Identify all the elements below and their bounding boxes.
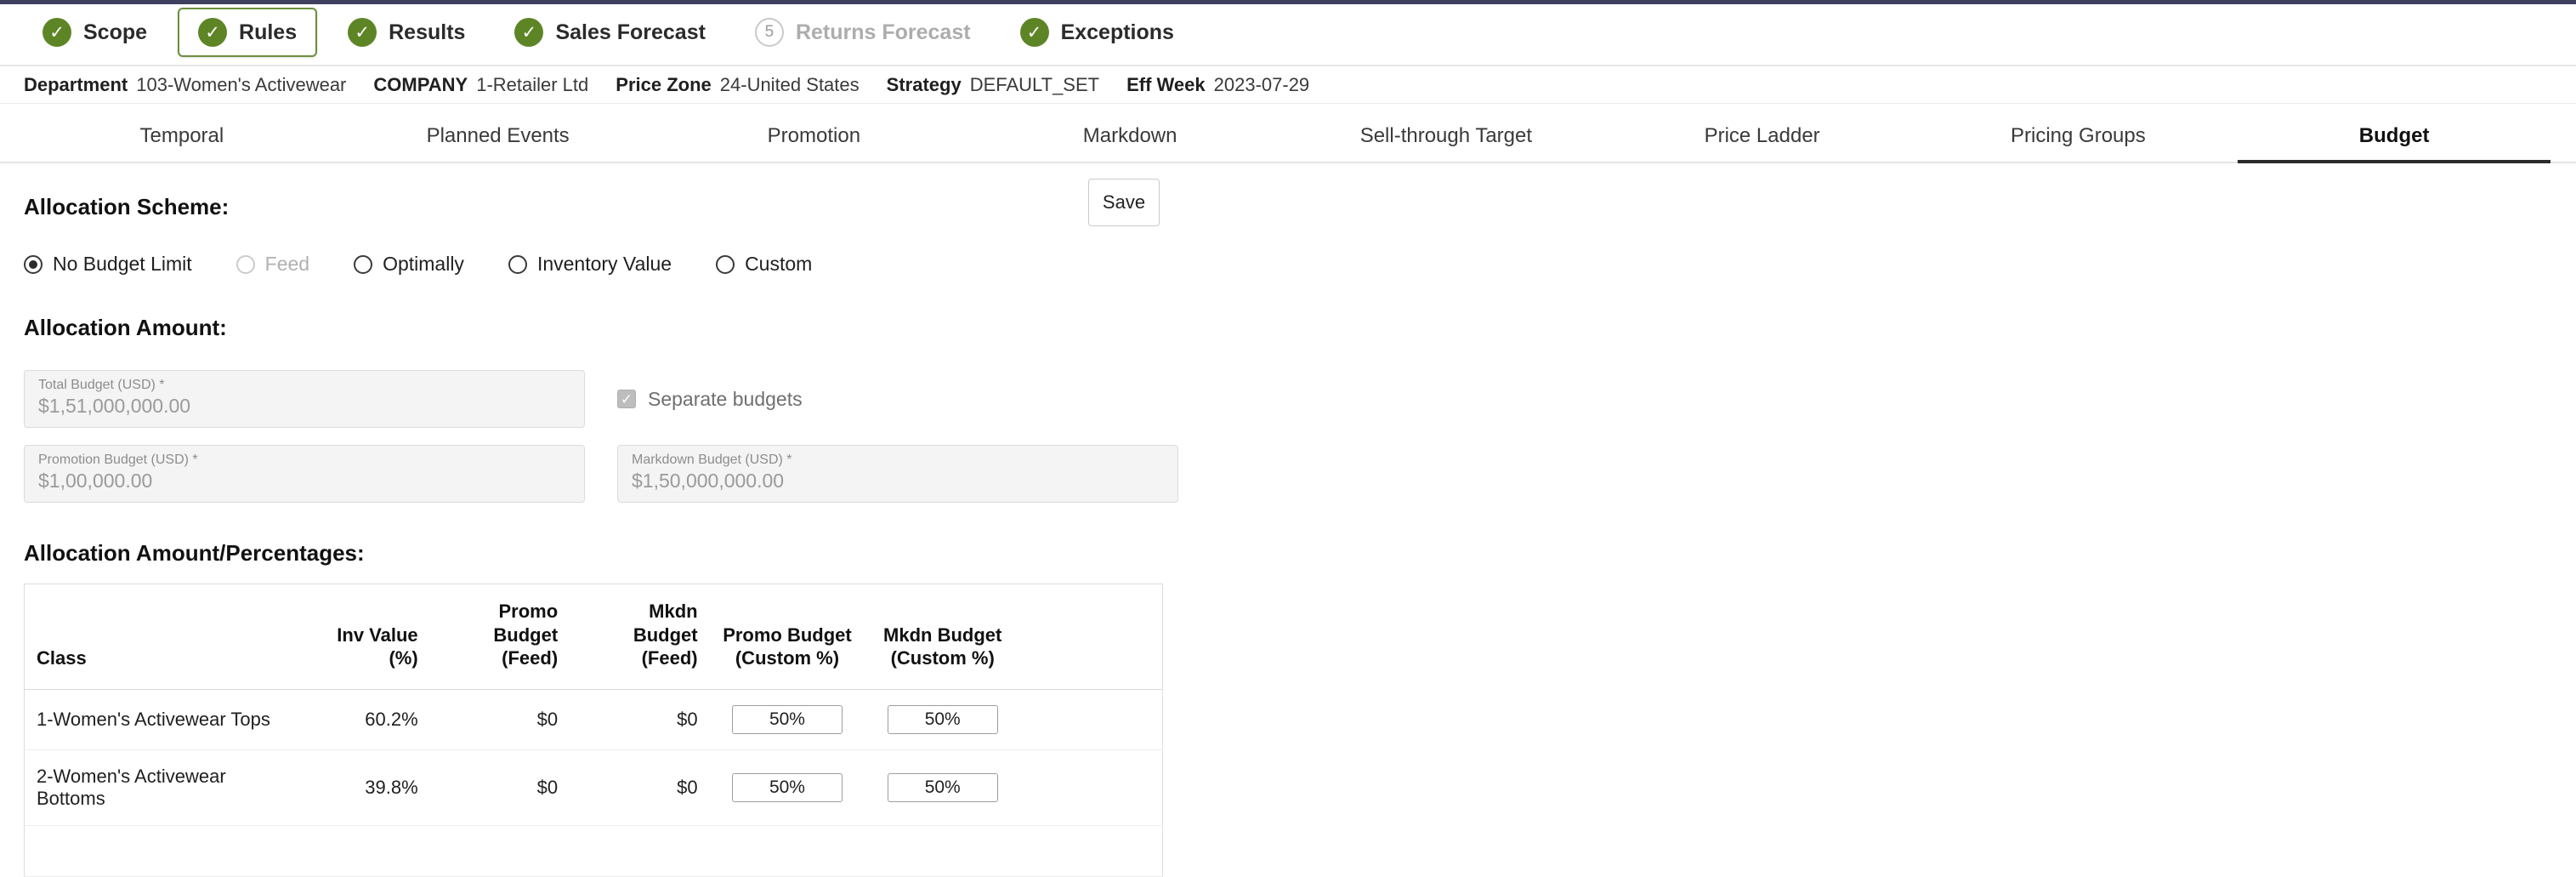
tab-label: Sell-through Target [1359, 124, 1533, 147]
tab-label: Temporal [139, 124, 224, 147]
radio-label: No Budget Limit [53, 253, 192, 275]
context-value-price-zone: 24-United States [719, 73, 860, 95]
mkdn-budget-custom-input[interactable] [888, 705, 998, 734]
column-header-class[interactable]: Class [25, 584, 307, 690]
markdown-budget-input[interactable] [617, 445, 1178, 503]
cell-mkdn-budget-feed: $0 [570, 689, 709, 749]
allocation-amount-title: Allocation Amount: [24, 315, 227, 340]
tab-temporal[interactable] [24, 124, 340, 162]
column-header-promo-budget-feed[interactable]: Promo Budget (Feed) [430, 584, 570, 690]
promotion-budget-input[interactable] [24, 445, 585, 503]
step-returns-forecast [736, 9, 990, 55]
tab-price-ladder[interactable] [1604, 124, 1921, 162]
radio-option-inventory-value[interactable] [508, 253, 672, 276]
budget-panel [0, 163, 2576, 877]
allocation-table-title: Allocation Amount/Percentages: [24, 540, 365, 566]
promo-budget-custom-input[interactable] [732, 705, 843, 734]
promotion-budget-value: $1,00,000.00 [38, 470, 153, 492]
radio-option-optimally[interactable] [354, 253, 464, 276]
table-row[interactable] [25, 749, 1163, 825]
tab-sell-through-target[interactable] [1288, 124, 1604, 162]
context-value-company: 1-Retailer Ltd [476, 73, 589, 95]
field-row-total-budget [24, 370, 2552, 428]
step-label: Rules [239, 20, 298, 44]
table-header [25, 584, 1163, 690]
context-value-strategy: DEFAULT_SET [969, 73, 1100, 95]
check-circle-icon: ✓ [198, 18, 227, 47]
cell-promo-budget-custom [710, 749, 865, 825]
required-marker: * [192, 453, 198, 467]
tab-promotion[interactable] [656, 124, 973, 162]
tab-markdown[interactable] [972, 124, 1288, 162]
check-circle-icon: ✓ [514, 18, 543, 47]
radio-label: Optimally [383, 253, 464, 275]
step-results[interactable] [329, 9, 484, 55]
check-circle-icon: ✓ [43, 18, 71, 47]
allocation-table [24, 584, 1163, 877]
mkdn-budget-custom-input[interactable] [888, 773, 998, 802]
context-value-department: 103-Women's Activewear [136, 73, 347, 95]
tab-label: Budget [2358, 124, 2430, 147]
cell-spacer [1020, 749, 1162, 825]
radio-option-no-budget-limit[interactable] [24, 253, 192, 276]
allocation-scheme-title: Allocation Scheme: [24, 194, 230, 219]
radio-label: Feed [264, 253, 310, 275]
workflow-stepper [0, 0, 2576, 66]
cell-empty [25, 825, 1163, 876]
step-label: Returns Forecast [795, 20, 971, 44]
tab-label: Promotion [767, 124, 861, 147]
tab-label: Planned Events [426, 124, 570, 147]
cell-mkdn-budget-custom [865, 749, 1020, 825]
radio-label: Inventory Value [536, 253, 672, 275]
table-row[interactable] [25, 689, 1163, 749]
context-key-price-zone: Price Zone [616, 73, 712, 95]
allocation-amount-fields [24, 370, 2552, 503]
step-label: Exceptions [1060, 20, 1174, 44]
markdown-budget-value: $1,50,000,000.00 [632, 470, 785, 492]
radio-icon [236, 255, 255, 274]
radio-label: Custom [745, 253, 813, 275]
radio-option-custom[interactable] [716, 253, 812, 276]
separate-budgets-label: Separate budgets [648, 387, 803, 410]
step-rules[interactable] [178, 8, 317, 57]
column-header-inv-value[interactable]: Inv Value (%) [307, 584, 430, 690]
cell-inv-value: 39.8% [307, 749, 430, 825]
radio-icon[interactable] [24, 255, 43, 274]
cell-mkdn-budget-custom [865, 689, 1020, 749]
field-row-budget-split [24, 445, 2552, 503]
step-scope[interactable] [24, 9, 166, 55]
column-header-mkdn-budget-feed[interactable]: Mkdn Budget (Feed) [570, 584, 709, 690]
check-circle-icon: ✓ [348, 18, 377, 47]
number-circle-icon: 5 [755, 18, 784, 47]
step-label: Scope [83, 20, 148, 44]
column-header-mkdn-budget-custom[interactable]: Mkdn Budget (Custom %) [865, 584, 1020, 690]
tab-budget[interactable] [2236, 124, 2552, 162]
checkbox-icon[interactable]: ✓ [617, 390, 636, 408]
column-header-promo-budget-custom[interactable]: Promo Budget (Custom %) [710, 584, 865, 690]
context-value-eff-week: 2023-07-29 [1213, 73, 1310, 95]
step-label: Results [389, 20, 466, 44]
radio-icon[interactable] [354, 255, 372, 274]
column-header-spacer [1020, 584, 1162, 690]
required-marker: * [159, 378, 165, 392]
tab-pricing-groups[interactable] [1921, 124, 2237, 162]
allocation-scheme-radio-group [24, 253, 2552, 276]
tab-label: Price Ladder [1704, 124, 1820, 147]
cell-mkdn-budget-feed: $0 [570, 749, 709, 825]
radio-icon[interactable] [716, 255, 735, 274]
separate-budgets-checkbox[interactable] [617, 388, 803, 411]
tab-planned-events[interactable] [340, 124, 656, 162]
radio-icon[interactable] [508, 255, 527, 274]
cell-promo-budget-feed: $0 [430, 689, 570, 749]
total-budget-value: $1,51,000,000.00 [38, 395, 191, 417]
tab-label: Pricing Groups [2011, 124, 2146, 147]
table-header-row [25, 584, 1163, 690]
promo-budget-custom-input[interactable] [732, 773, 843, 802]
table-body [25, 689, 1163, 876]
rules-tab-bar [0, 104, 2576, 163]
promotion-budget-label: Promotion Budget (USD) * [38, 453, 198, 467]
step-label: Sales Forecast [555, 20, 706, 44]
context-bar [0, 66, 2576, 104]
cell-class: 1-Women's Activewear Tops [25, 689, 307, 749]
step-sales-forecast[interactable] [496, 9, 724, 55]
save-button[interactable]: Save [1088, 179, 1160, 226]
table-empty-row [25, 825, 1163, 876]
context-key-department: Department [24, 73, 128, 95]
step-exceptions[interactable] [1001, 9, 1193, 55]
cell-promo-budget-custom [710, 689, 865, 749]
context-key-strategy: Strategy [886, 73, 962, 95]
cell-spacer [1020, 689, 1162, 749]
markdown-budget-label: Markdown Budget (USD) * [632, 453, 792, 467]
total-budget-input[interactable] [24, 370, 585, 428]
required-marker: * [786, 453, 792, 467]
total-budget-label: Total Budget (USD) * [38, 378, 165, 392]
radio-option-feed [236, 253, 309, 276]
tab-label: Markdown [1082, 124, 1177, 147]
context-key-company: COMPANY [373, 73, 468, 95]
cell-promo-budget-feed: $0 [430, 749, 570, 825]
cell-class: 2-Women's Activewear Bottoms [25, 749, 307, 825]
context-key-eff-week: Eff Week [1126, 73, 1206, 95]
check-circle-icon: ✓ [1020, 18, 1049, 47]
cell-inv-value: 60.2% [307, 689, 430, 749]
